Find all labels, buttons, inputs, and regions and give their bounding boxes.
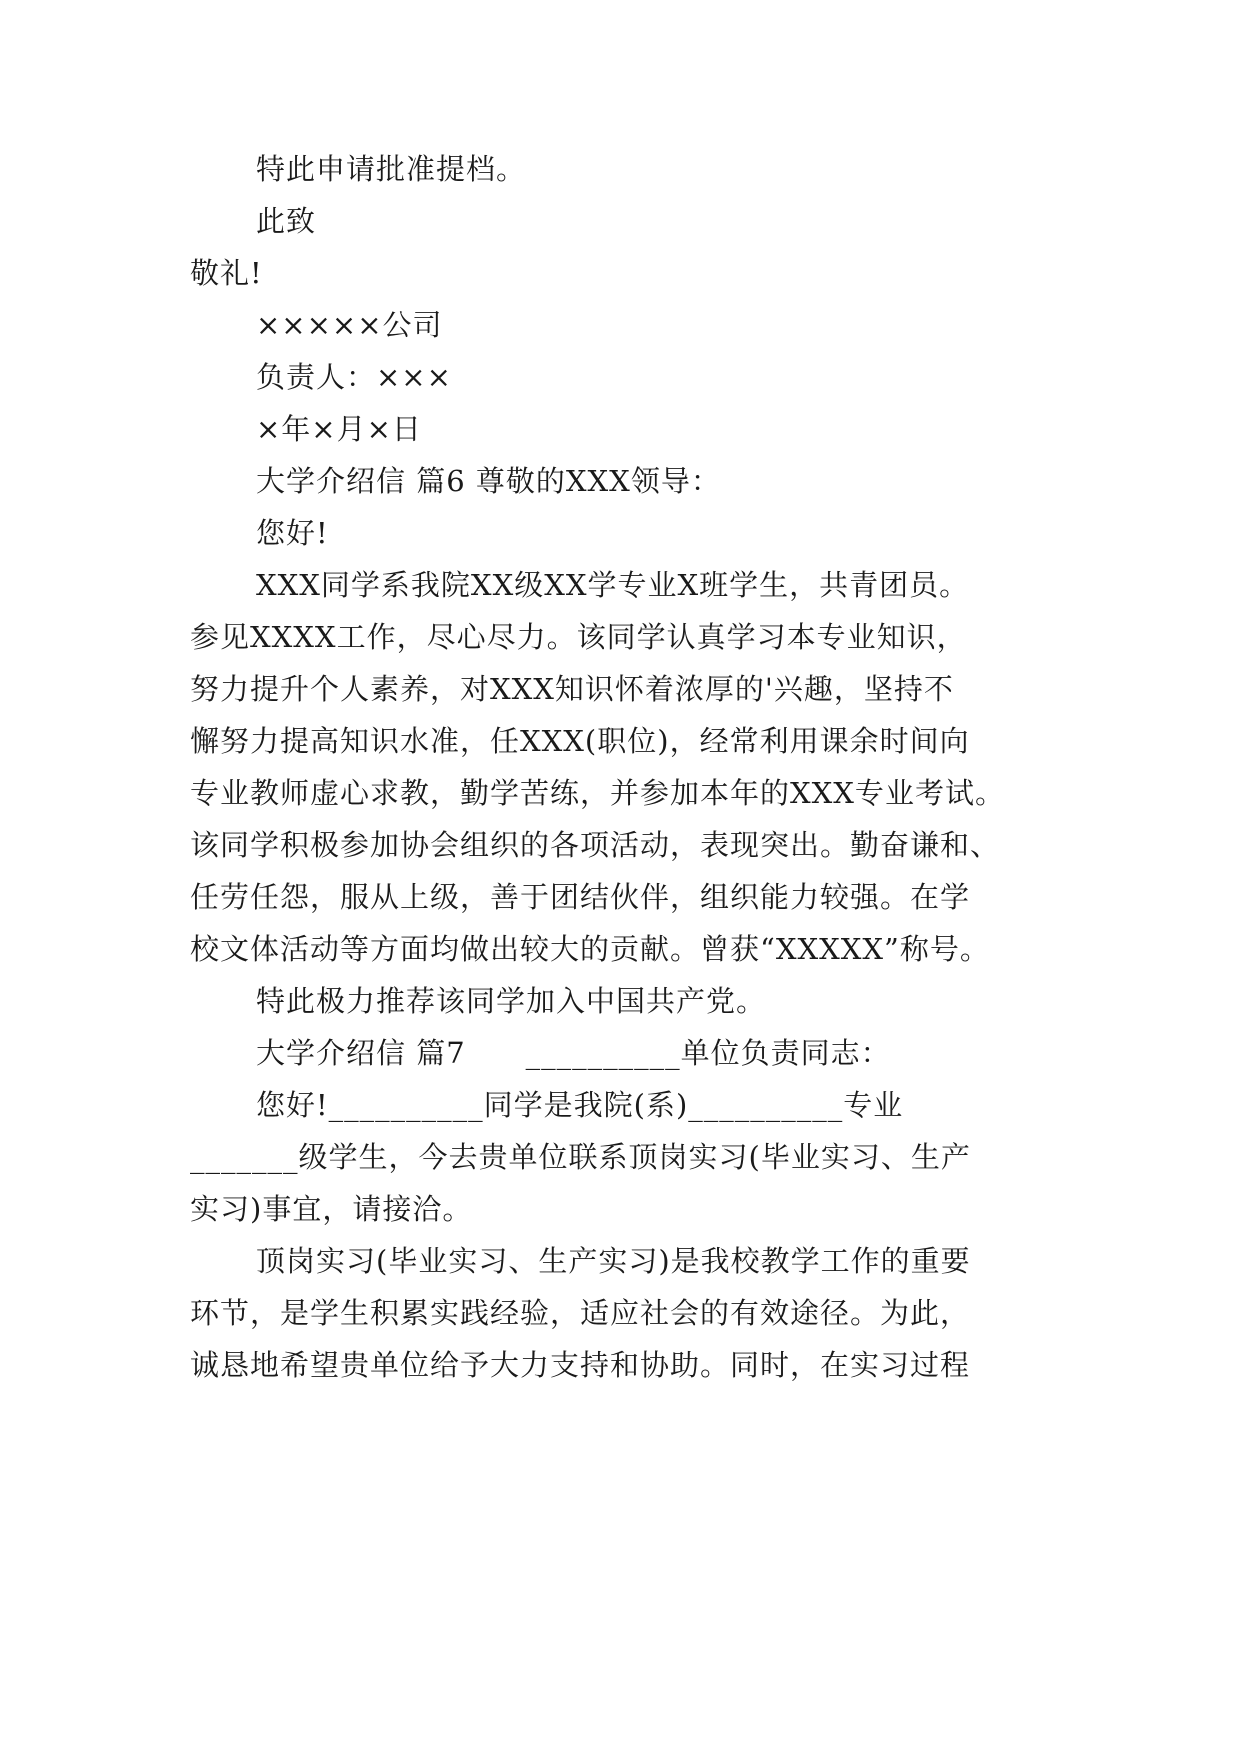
paragraph-line: 顶岗实习(毕业实习、生产实习)是我校教学工作的重要	[256, 1244, 971, 1278]
paragraph-line: 专业教师虚心求教，勤学苦练，并参加本年的XXX专业考试。	[190, 776, 1005, 810]
signature-date: ×年×月×日	[256, 412, 422, 446]
paragraph-line: 参见XXXX工作，尽心尽力。该同学认真学习本专业知识，	[190, 620, 967, 654]
paragraph-line: 努力提升个人素养，对XXX知识怀着浓厚的'兴趣，坚持不	[190, 672, 954, 706]
paragraph-line: 实习)事宜，请接洽。	[190, 1192, 473, 1226]
paragraph-line: 此致	[256, 204, 317, 238]
paragraph-line: 该同学积极参加协会组织的各项活动，表现突出。勤奋谦和、	[190, 828, 1001, 862]
paragraph-line: 懈努力提高知识水准，任XXX(职位)，经常利用课余时间向	[190, 724, 970, 758]
paragraph-line: 诚恳地希望贵单位给予大力支持和协助。同时，在实习过程	[190, 1348, 971, 1382]
section-heading: 大学介绍信 篇6 尊敬的XXX领导：	[256, 464, 721, 498]
signature-company: ×××××公司	[256, 308, 443, 342]
paragraph-line: _______级学生，今去贵单位联系顶岗实习(毕业实习、生产	[190, 1140, 971, 1174]
section-heading: 大学介绍信 篇7 __________单位负责同志：	[256, 1036, 891, 1070]
paragraph-line: XXX同学系我院XX级XX学专业X班学生，共青团员。	[256, 568, 970, 602]
paragraph-line: 敬礼!	[190, 256, 263, 290]
paragraph-line: 特此极力推荐该同学加入中国共产党。	[256, 984, 767, 1018]
paragraph-line: 校文体活动等方面均做出较大的贡献。曾获“XXXXX”称号。	[190, 932, 990, 966]
paragraph-line: 特此申请批准提档。	[256, 152, 527, 186]
paragraph-line: 您好!	[256, 516, 329, 550]
signature-responsible-person: 负责人：×××	[256, 360, 452, 394]
paragraph-line: 环节，是学生积累实践经验，适应社会的有效途径。为此，	[190, 1296, 971, 1330]
paragraph-line: 您好!__________同学是我院(系)__________专业	[256, 1088, 904, 1122]
paragraph-line: 任劳任怨，服从上级，善于团结伙伴，组织能力较强。在学	[190, 880, 971, 914]
